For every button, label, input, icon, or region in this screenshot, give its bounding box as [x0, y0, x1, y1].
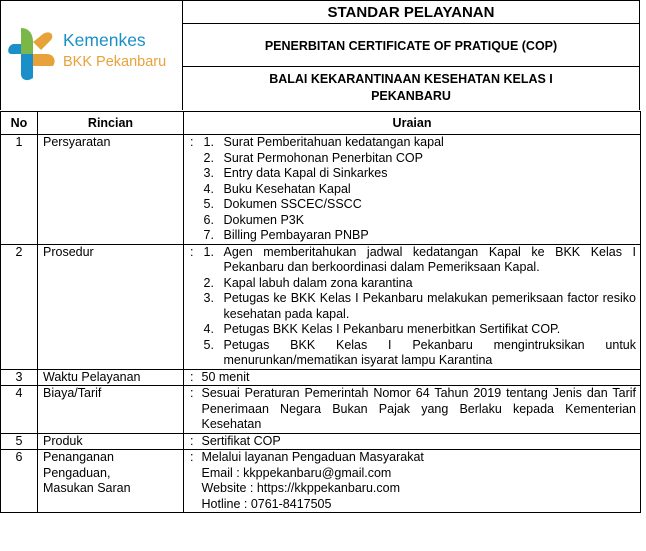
detail-line: Sesuai Peraturan Pemerintah Nomor 64 Tahun 2019 tentang Jenis dan Tarif Penerimaan Negara Bukan Pajak yang Berlaku kepada Kementerian Kesehatan — [201, 386, 636, 431]
table-body — [1, 135, 641, 513]
row-label-line: Produk — [43, 433, 83, 448]
list-item — [202, 291, 637, 322]
table-row — [1, 369, 641, 386]
detail-line: Email : kkppekanbaru@gmail.com — [201, 465, 392, 480]
table-row — [1, 433, 641, 450]
row-number: 5 — [1, 433, 38, 450]
colon-separator: : — [184, 433, 200, 450]
row-label-line: Prosedur — [43, 244, 94, 259]
row-number: 4 — [1, 386, 38, 434]
colon-separator: : — [184, 244, 200, 369]
list-item — [202, 151, 637, 167]
list-item-number: 1. — [203, 244, 214, 259]
service-title: PENERBITAN CERTIFICATE OF PRATIQUE (COP) — [264, 39, 558, 53]
row-label-line: Persyaratan — [43, 135, 111, 149]
row-detail — [200, 135, 641, 245]
row-label — [38, 244, 184, 369]
logo-name: Kemenkes — [63, 30, 146, 50]
table-row — [1, 450, 641, 513]
numbered-list — [202, 245, 637, 369]
row-label — [38, 433, 184, 450]
list-item — [202, 245, 637, 276]
list-item — [202, 338, 637, 369]
row-label-line: Waktu Pelayanan — [43, 369, 141, 384]
detail-line: Melalui layanan Pengaduan Masyarakat — [201, 450, 424, 464]
row-label — [38, 450, 184, 513]
list-item-number: 2. — [203, 275, 214, 290]
row-number: 2 — [1, 244, 38, 369]
column-header-rincian: Rincian — [38, 112, 184, 135]
list-item-number: 4. — [203, 322, 214, 336]
row-label — [38, 386, 184, 434]
row-detail — [200, 244, 641, 369]
list-item — [202, 135, 637, 151]
list-item — [202, 213, 637, 229]
list-item-text: Petugas BKK Kelas I Pekanbaru mengintruksikan untuk menurunkan/mematikan isyarat lampu Karantina — [223, 337, 636, 367]
colon-separator: : — [184, 369, 200, 386]
row-detail — [200, 450, 641, 513]
list-item-text: Agen memberitahukan jadwal kedatangan Kapal ke BKK Kelas I Pekanbaru dan berkoordinasi dalam Pemeriksaan Kapal. — [223, 244, 636, 274]
list-item-number: 7. — [203, 228, 214, 242]
list-item-text: Petugas BKK Kelas I Pekanbaru menerbitkan Sertifikat COP. — [223, 322, 561, 336]
service-table — [0, 111, 640, 513]
document-title: STANDAR PELAYANAN — [327, 4, 495, 21]
row-detail — [200, 369, 641, 386]
logo-cell — [0, 0, 182, 110]
list-item-text: Billing Pembayaran PNBP — [223, 228, 369, 242]
list-item-text: Entry data Kapal di Sinkarkes — [223, 166, 388, 180]
row-label — [38, 369, 184, 386]
detail-line: Website : https://kkppekanbaru.com — [201, 481, 400, 495]
kemenkes-logo-icon — [7, 24, 59, 84]
list-item — [202, 322, 637, 338]
row-label-line: Penanganan — [43, 450, 114, 464]
list-item-number: 1. — [203, 135, 214, 149]
colon-separator: : — [184, 386, 200, 434]
organization-line: BALAI KEKARANTINAAN KESEHATAN KELAS I — [269, 72, 553, 86]
list-item-number: 4. — [203, 181, 214, 196]
row-detail — [200, 386, 641, 434]
list-item-number: 2. — [203, 150, 214, 165]
row-label — [38, 135, 184, 245]
list-item-number: 6. — [203, 212, 214, 227]
document-header — [0, 0, 640, 110]
row-label-line: Masukan Saran — [43, 481, 131, 495]
list-item-text: Dokumen SSCEC/SSCC — [223, 197, 362, 211]
list-item — [202, 166, 637, 182]
list-item-number: 5. — [203, 337, 214, 352]
list-item — [202, 228, 637, 244]
numbered-list — [202, 135, 637, 244]
detail-line: Sertifikat COP — [201, 433, 281, 448]
list-item — [202, 197, 637, 213]
table-row — [1, 135, 641, 245]
column-header-no: No — [1, 112, 38, 135]
colon-separator: : — [184, 135, 200, 245]
list-item-number: 3. — [203, 166, 214, 180]
organization-line: PEKANBARU — [371, 89, 451, 103]
list-item-text: Surat Permohonan Penerbitan COP — [223, 150, 423, 165]
list-item-number: 3. — [203, 291, 214, 305]
list-item — [202, 276, 637, 292]
row-label-line: Biaya/Tarif — [43, 386, 102, 400]
row-number: 1 — [1, 135, 38, 245]
colon-separator: : — [184, 450, 200, 513]
table-header-row — [1, 112, 641, 135]
detail-line: Hotline : 0761-8417505 — [201, 496, 332, 511]
column-header-uraian: Uraian — [184, 112, 641, 135]
table-row — [1, 244, 641, 369]
list-item-number: 5. — [203, 197, 214, 211]
table-row — [1, 386, 641, 434]
list-item-text: Buku Kesehatan Kapal — [223, 181, 351, 196]
list-item-text: Petugas ke BKK Kelas I Pekanbaru melakukan pemeriksaan factor resiko kesehatan pada kapal. — [223, 291, 636, 321]
row-detail — [200, 433, 641, 450]
logo-unit: BKK Pekanbaru — [63, 54, 167, 70]
organization-title — [182, 71, 640, 105]
row-label-line: Pengaduan, — [43, 465, 111, 480]
row-number: 6 — [1, 450, 38, 513]
detail-line: 50 menit — [201, 369, 250, 384]
list-item-text: Kapal labuh dalam zona karantina — [223, 275, 413, 290]
row-number: 3 — [1, 369, 38, 386]
list-item-text: Dokumen P3K — [223, 212, 305, 227]
list-item-text: Surat Pemberitahuan kedatangan kapal — [223, 135, 444, 149]
list-item — [202, 182, 637, 198]
